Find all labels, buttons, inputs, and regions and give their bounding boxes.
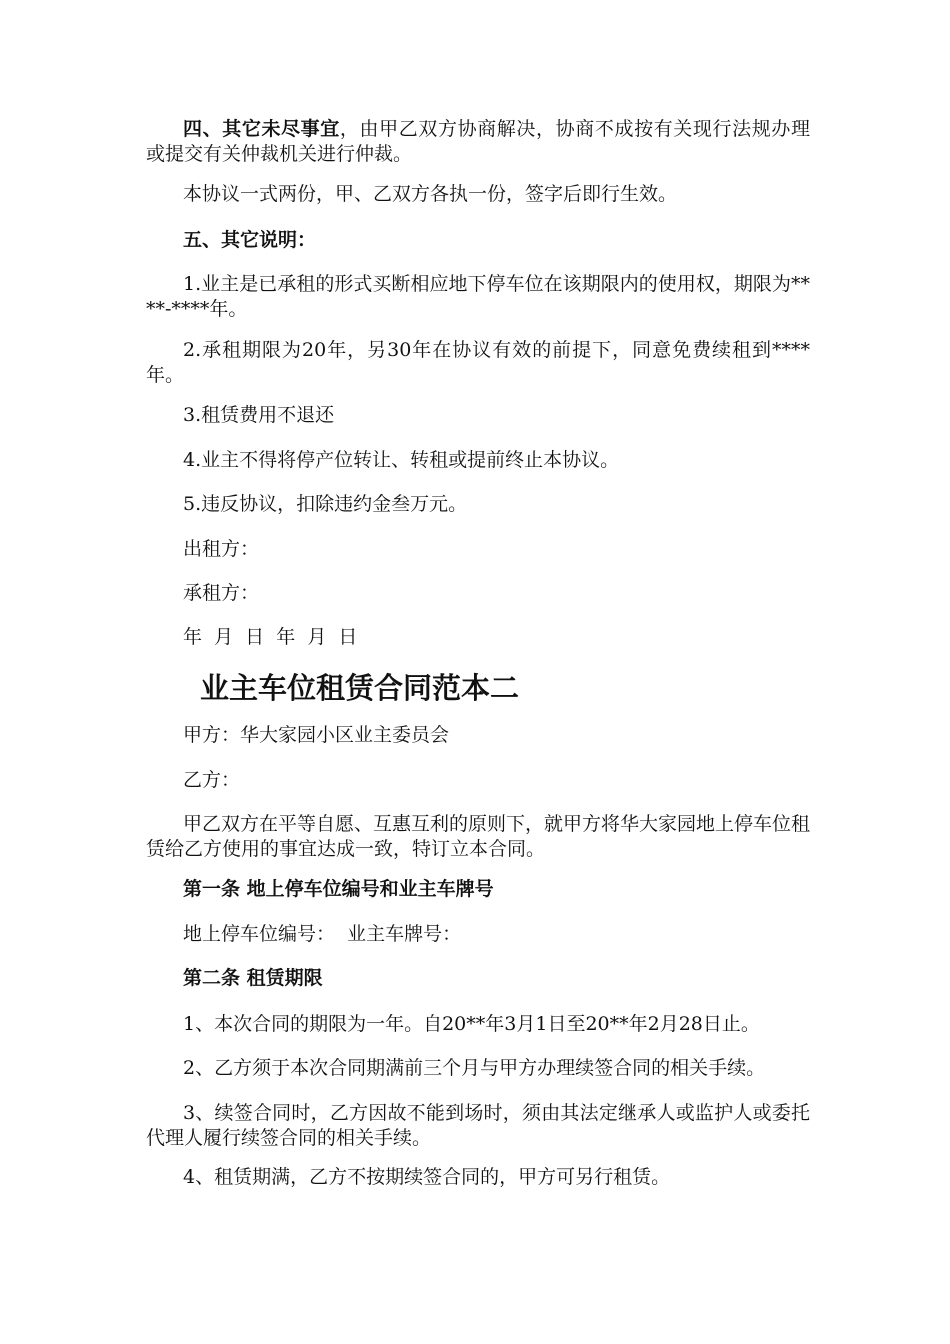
article-one-heading: 第一条 地上停车位编号和业主车牌号 [183, 878, 494, 900]
article-two-item: 1、本次合同的期限为一年。自20**年3月1日至20**年2月28日止。 [183, 1013, 760, 1035]
note-item: 1.业主是已承租的形式买断相应地下停车位在该期限内的使用权，期限为****-****年。 [146, 273, 810, 320]
article-two-item: 3、续签合同时，乙方因故不能到场时，须由其法定继承人或监护人或委托代理人履行续签合同的相关手续。 [146, 1102, 810, 1149]
party-b-line: 乙方： [183, 769, 241, 791]
note-item: 5.违反协议，扣除违约金叁万元。 [183, 493, 468, 515]
article-two-item: 4、租赁期满，乙方不按期续签合同的，甲方可另行租赁。 [183, 1166, 671, 1188]
preamble-paragraph: 甲乙双方在平等自愿、互惠互利的原则下，就甲方将华大家园地上停车位租赁给乙方使用的事宜达成一致，特订立本合同。 [146, 813, 811, 860]
article-two-heading: 第二条 租赁期限 [183, 967, 323, 989]
lessor-signature-label: 出租方： [183, 538, 260, 560]
section-four-text: ，由甲乙双方协商解决，协商不成按有关现行法规办理或提交有关仲裁机关进行仲裁。 [146, 118, 810, 165]
article-two-item: 2、乙方须于本次合同期满前三个月与甲方办理续签合同的相关手续。 [183, 1057, 766, 1079]
lessee-signature-label: 承租方： [183, 582, 260, 604]
section-four-heading: 四、其它未尽事宜 [183, 118, 340, 140]
note-item: 2.承租期限为20年，另30年在协议有效的前提下，同意免费续租到****年。 [146, 339, 810, 386]
note-item: 3.租赁费用不退还 [183, 404, 335, 426]
section-four-paragraph [146, 117, 810, 167]
note-item: 4.业主不得将停产位转让、转租或提前终止本协议。 [183, 449, 620, 471]
agreement-copies-paragraph: 本协议一式两份，甲、乙双方各执一份，签字后即行生效。 [183, 183, 678, 205]
article-one-fields: 地上停车位编号： 业主车牌号： [183, 923, 462, 945]
section-five-heading: 五、其它说明： [183, 229, 317, 251]
party-a-line: 甲方：华大家园小区业主委员会 [183, 724, 450, 746]
date-line: 年 月 日 年 月 日 [183, 626, 358, 648]
contract-two-title: 业主车位租赁合同范本二 [200, 671, 520, 705]
